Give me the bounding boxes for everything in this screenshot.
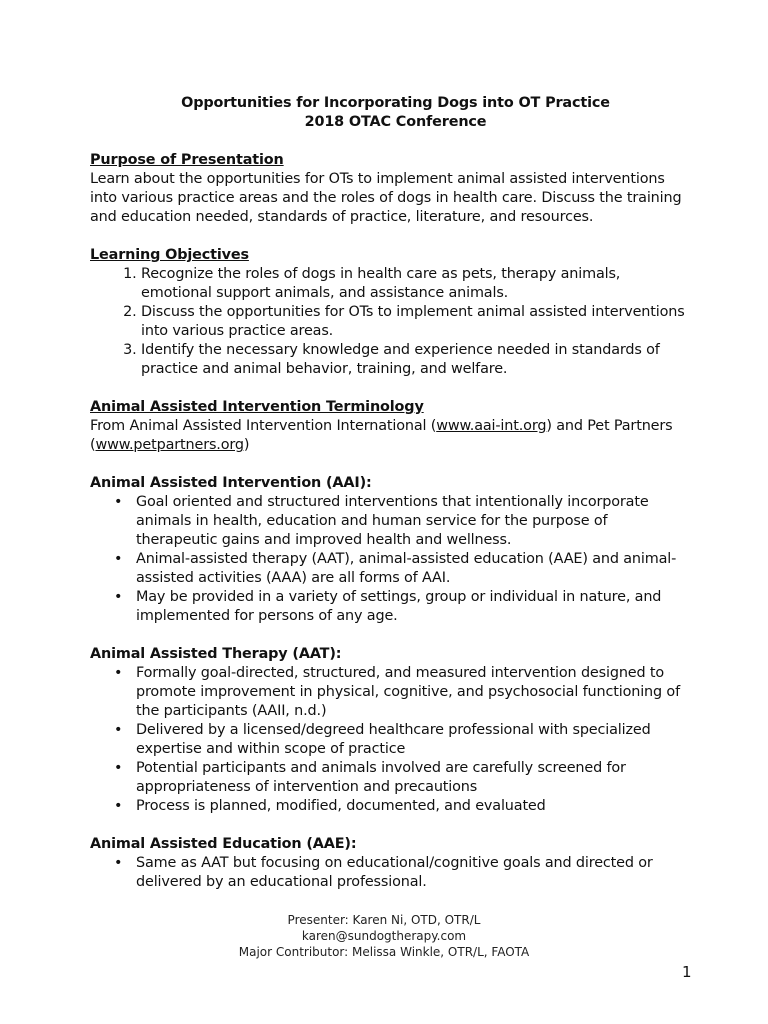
petpartners-link[interactable]: www.petpartners.org bbox=[95, 437, 244, 453]
objective-item: 1. Recognize the roles of dogs in health care as pets, therapy animals, emotional support animals, and assistance animals. bbox=[141, 265, 690, 303]
aat-item: • Potential participants and animals involved are carefully screened for appropriateness of intervention and precautions bbox=[136, 759, 690, 797]
terminology-heading: Animal Assisted Intervention Terminology bbox=[90, 399, 424, 415]
aai-int-link[interactable]: www.aai-int.org bbox=[436, 418, 547, 434]
footer-email: karen@sundogtherapy.com bbox=[301, 929, 467, 943]
aai-item: • May be provided in a variety of settings, group or individual in nature, and implemented for persons of any age. bbox=[136, 588, 690, 626]
aat-item: • Delivered by a licensed/degreed healthcare professional with specialized expertise and within scope of practice bbox=[136, 721, 690, 759]
aai-item: • Animal-assisted therapy (AAT), animal-assisted education (AAE) and animal-assisted activities (AAA) are all forms of AAI. bbox=[136, 550, 690, 588]
aat-item: • Process is planned, modified, documented, and evaluated bbox=[136, 797, 690, 816]
footer-contributor: Major Contributor: Melissa Winkle, OTR/L, FAOTA bbox=[238, 945, 530, 959]
aat-item: • Formally goal-directed, structured, and measured intervention designed to promote improvement in physical, cognitive, and psychosocial functioning of the participants (AAII, n.d.) bbox=[136, 664, 690, 721]
page-footer bbox=[0, 912, 768, 960]
title-line-1: Opportunities for Incorporating Dogs into OT Practice bbox=[181, 95, 610, 111]
title-line-2: 2018 OTAC Conference bbox=[304, 114, 487, 130]
objective-item: 2. Discuss the opportunities for OTs to implement animal assisted interventions into various practice areas. bbox=[141, 303, 690, 341]
purpose-text: Learn about the opportunities for OTs to implement animal assisted interventions into various practice areas and the roles of dogs in health care. Discuss the training and education needed, standards of practice, literature, and resources. bbox=[90, 171, 682, 225]
objectives-list bbox=[90, 265, 690, 379]
terminology-text-middle: ) and Pet Partners ( bbox=[90, 418, 673, 453]
terminology-text-before: From Animal Assisted Intervention International ( bbox=[90, 418, 437, 434]
document-body bbox=[90, 94, 690, 892]
document-title bbox=[101, 94, 690, 132]
aae-list bbox=[90, 854, 690, 892]
footer-presenter: Presenter: Karen Ni, OTD, OTR/L bbox=[287, 913, 481, 927]
aai-heading: Animal Assisted Intervention (AAI): bbox=[90, 475, 372, 491]
aae-item: • Same as AAT but focusing on educational/cognitive goals and directed or delivered by an educational professional. bbox=[136, 854, 690, 892]
aai-list bbox=[90, 493, 690, 626]
aat-heading: Animal Assisted Therapy (AAT): bbox=[90, 646, 342, 662]
page-number: 1 bbox=[682, 963, 692, 981]
terminology-text bbox=[90, 417, 690, 455]
aae-heading: Animal Assisted Education (AAE): bbox=[90, 836, 357, 852]
purpose-heading: Purpose of Presentation bbox=[90, 152, 284, 168]
aat-list bbox=[90, 664, 690, 816]
terminology-text-after: ) bbox=[243, 437, 250, 453]
objectives-heading: Learning Objectives bbox=[90, 247, 249, 263]
objective-item: 3. Identify the necessary knowledge and experience needed in standards of practice and animal behavior, training, and welfare. bbox=[141, 341, 690, 379]
aai-item: • Goal oriented and structured interventions that intentionally incorporate animals in health, education and human service for the purpose of therapeutic gains and improved health and wellness. bbox=[136, 493, 690, 550]
